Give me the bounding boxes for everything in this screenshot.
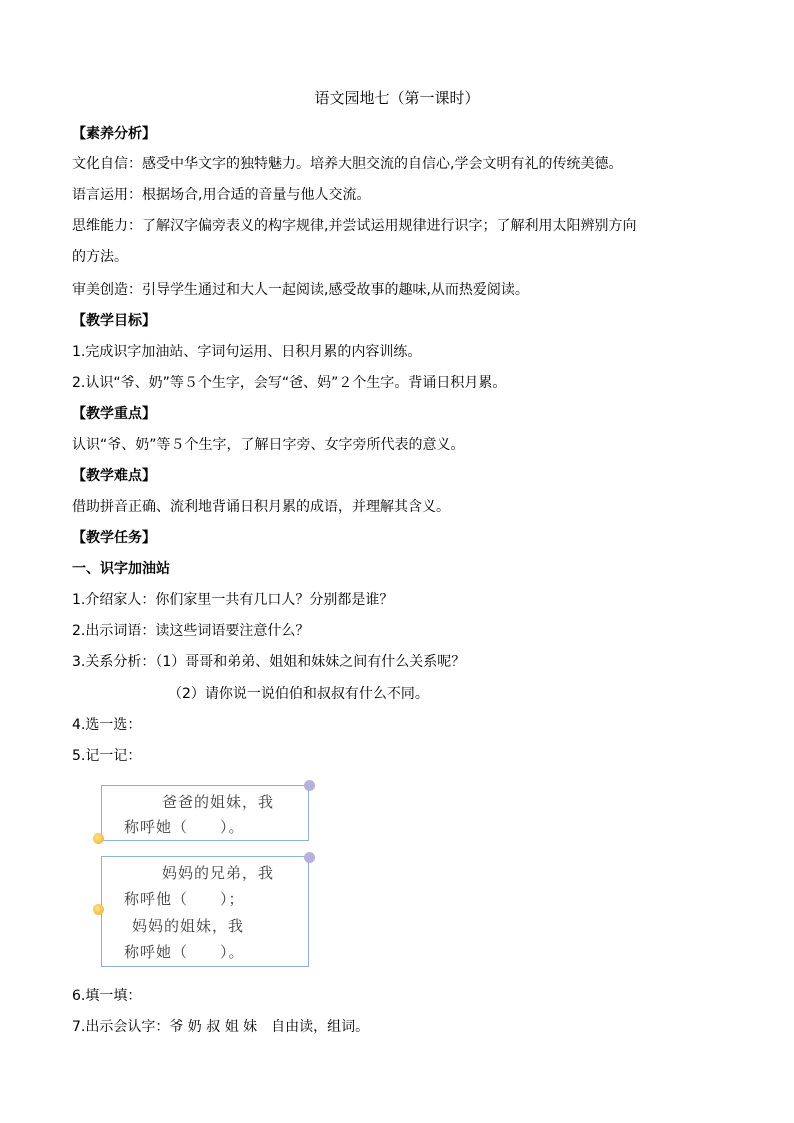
goal-item-1: 1.完成识字加油站、字词句运用、日积月累的内容训练。 bbox=[72, 344, 422, 360]
task-item-3: 3.关系分析：（1）哥哥和弟弟、姐姐和妹妹之间有什么关系呢？ bbox=[72, 654, 466, 670]
memo-card-2-line-2: 称呼他（ ）； bbox=[124, 890, 245, 908]
task-item-6: 6.填一填： bbox=[72, 988, 142, 1004]
literacy-thinking: 思维能力：了解汉字偏旁表义的构字规律,并尝试运用规律进行识字；了解利用太阳辨别方向 bbox=[72, 218, 637, 234]
key-point-item: 认识“爷、奶”等５个生字，了解日字旁、女字旁所代表的意义。 bbox=[72, 437, 465, 453]
key-points-heading: 【教学重点】 bbox=[72, 406, 156, 422]
yellow-dot-icon bbox=[93, 904, 104, 915]
goal-item-2: 2.认识“爷、奶”等５个生字，会写“爸、妈”２个生字。背诵日积月累。 bbox=[72, 375, 507, 391]
memo-card-2-line-3: 妈妈的姐妹，我 bbox=[132, 917, 245, 935]
page-title: 语文园地七（第一课时） bbox=[314, 89, 480, 107]
purple-dot-icon bbox=[304, 780, 315, 791]
memo-card-2 bbox=[101, 856, 309, 967]
difficulty-heading: 【教学难点】 bbox=[72, 468, 156, 484]
purple-dot-icon bbox=[304, 852, 315, 863]
yellow-dot-icon bbox=[93, 833, 104, 844]
tasks-heading: 【教学任务】 bbox=[72, 530, 156, 546]
memo-card-1-line-2: 称呼她（ ）。 bbox=[124, 818, 245, 836]
task-item-7: 7.出示会认字：爷 奶 叔 姐 妹 自由读，组词。 bbox=[72, 1019, 370, 1035]
difficulty-item: 借助拼音正确、流利地背诵日积月累的成语，并理解其含义。 bbox=[72, 499, 450, 515]
task-item-2: 2.出示词语：读这些词语要注意什么？ bbox=[72, 623, 310, 639]
task-item-1: 1.介绍家人：你们家里一共有几口人？分别都是谁？ bbox=[72, 592, 394, 608]
task-item-5: 5.记一记： bbox=[72, 748, 142, 764]
memo-card-2-line-4: 称呼她（ ）。 bbox=[124, 943, 245, 961]
literacy-culture: 文化自信：感受中华文字的独特魅力。培养大胆交流的自信心,学会文明有礼的传统美德。 bbox=[72, 156, 623, 172]
memo-card-1-line-1: 爸爸的姐妹，我 bbox=[162, 793, 275, 811]
memo-card-1 bbox=[101, 785, 309, 841]
goals-heading: 【教学目标】 bbox=[72, 313, 156, 329]
literacy-aesthetic: 审美创造：引导学生通过和大人一起阅读,感受故事的趣味,从而热爱阅读。 bbox=[72, 282, 529, 298]
memo-card-2-line-1: 妈妈的兄弟，我 bbox=[162, 864, 275, 882]
literacy-language: 语言运用：根据场合,用合适的音量与他人交流。 bbox=[72, 187, 371, 203]
part-1-heading: 一、识字加油站 bbox=[72, 561, 170, 577]
task-item-3-sub: （2）请你说一说伯伯和叔叔有什么不同。 bbox=[168, 686, 429, 702]
task-item-4: 4.选一选： bbox=[72, 717, 142, 733]
literacy-heading: 【素养分析】 bbox=[72, 126, 156, 142]
literacy-thinking-cont: 的方法。 bbox=[72, 249, 128, 265]
